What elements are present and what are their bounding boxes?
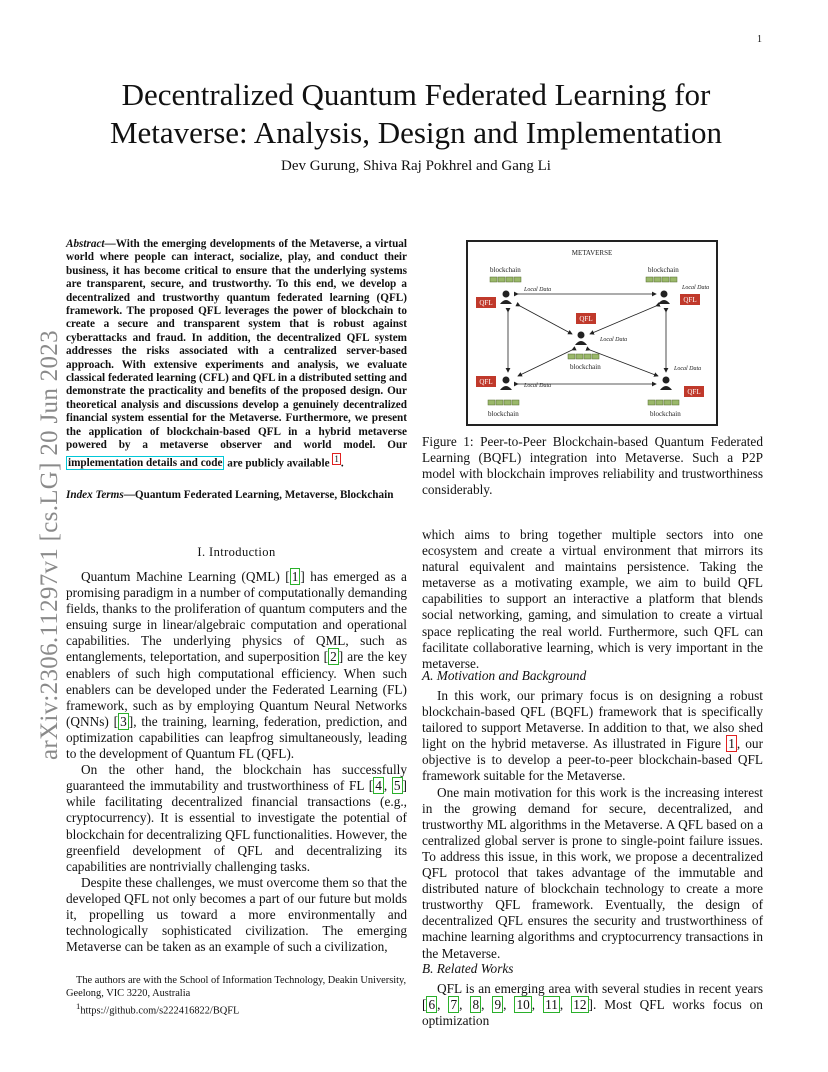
title-line-2: Metaverse: Analysis, Design and Implementation [109,115,723,150]
blockchain-label-br: blockchain [650,410,681,418]
user-icon-bl [500,377,512,391]
paper-title [60,76,772,152]
user-icon-br [660,377,672,391]
related-works-body [422,981,763,1029]
related-works-paragraph-1: QFL is an emerging area with several studies in recent years [ 6 , 7 , 8 , 9 , 10 , 11 , 12 ]. Most QFL works focus on optimization [422,981,763,1029]
index-terms: Index Terms—Quantum Federated Learning, Metaverse, Blockchain [66,489,394,501]
implementation-link[interactable]: implementation details and code [68,457,223,470]
section-heading-introduction: I. Introduction [197,545,276,559]
abstract-tail: are publicly available [227,457,330,470]
blockchain-blocks-bl [488,400,519,405]
blockchain-blocks-center [568,354,599,359]
footnotes [66,975,407,1018]
blockchain-blocks-tl [490,277,521,282]
local-data-label-bl: Local Data [524,383,552,389]
abstract: Abstract—With the emerging developments of the Metaverse, a virtual world where people can interact, socialize, play, and conduct their business, it has become critical to ensure that the underlying systems are transparent, secure, and trustworthy. To this end, we develop a decentralized and trustworthy quantum federated learning (QFL) framework. The proposed QFL leverages the power of blockchain to create a secure and transparent system that is robust against cyberattacks and fraud. In addition, the decentralized QFL system addresses the risks associated with a centralized server-based approach. With extensive experiments and analysis, we evaluate classical federated learning (CFL) and QFL in a distributed setting and demonstrate the practicality and benefits of the proposed design. Our theoretical analysis and discussions develop a genuinely decentralized financial system essential for the Metaverse. Furthermore, we present the application of blockchain-based QFL in a hybrid metaverse powered by a metaverse observer and world model. Our implementation details and code are publicly available $^1$ . [66,238,407,470]
citation-4[interactable]: 4 [375,778,382,794]
blockchain-blocks-tr [646,277,677,282]
citation-10[interactable]: 10 [516,997,530,1013]
title-line-1: Decentralized Quantum Federated Learning for [121,77,711,112]
motivation-paragraph-1: In this work, our primary focus is on designing a robust blockchain-based QFL (BQFL) framework that is specifically tailored to support Metaverse. In addition to that, we also shed light on the hybrid metaverse. As illustrated in Figure 1 , our objective is to develop a peer-to-peer blockchain-based QFL framework suitable for the Metaverse. [422,688,764,784]
citation-3[interactable]: 3 [120,713,127,729]
citation-9[interactable]: 9 [494,997,502,1013]
intro-paragraph-3: Despite these challenges, we must overcome them so that the developed QFL not only becomes a part of our future but molds it, propelling us toward a more environmentally and technologically sophisticated civilization. The emerging Metaverse can be taken as an example of such a civilization, [66,874,407,955]
blockchain-label-bl: blockchain [488,410,519,418]
index-terms-text: Quantum Federated Learning, Metaverse, Blockchain [134,489,394,501]
intro-continuation: which aims to bring together multiple sectors into one ecosystem and create a virtual environment that mirrors its natural equivalent and maintains persistence. Taking the metaverse as a motivating example, we aim to build QFL capabilities to support an interactive a platform that blends social networking, gaming, and simulation to create a virtual space replicating the real world. Furthermore, such QFL can facilitate collaborative learning, which is very important in the metaverse. [422,527,763,671]
authors: Dev Gurung, Shiva Raj Pokhrel and Gang Li [281,158,551,174]
figure-1-ref[interactable]: 1 [728,736,735,752]
svg-text:QFL: QFL [579,315,593,323]
citation-1[interactable]: 1 [291,569,299,584]
citation-5[interactable]: 5 [393,778,401,794]
subsection-heading-related-works: B. Related Works [422,961,514,976]
figure-1-caption: Figure 1: Peer-to-Peer Blockchain-based Quantum Federated Learning (BQFL) integration into Metaverse. Such a P2P model with blockchain improves reliability and trustworthiness considerably. [422,434,763,498]
figure-title: METAVERSE [571,249,613,257]
citation-11[interactable]: 11 [545,997,558,1013]
local-data-label-center: Local Data [600,337,628,343]
svg-text:QFL: QFL [479,299,493,307]
right-column-body [422,527,763,672]
svg-text:QFL: QFL [687,388,701,396]
user-icon-tl [500,291,512,305]
affiliation-note: The authors are with the School of Information Technology, Deakin University, Geelong, VIC 3220, Australia [66,975,407,999]
figure-1-diagram [468,242,716,424]
citation-8[interactable]: 8 [472,997,480,1013]
citation-6[interactable]: 6 [428,997,436,1013]
page-number: 1 [757,34,762,45]
local-data-label-tr: Local Data [682,285,710,291]
motivation-body [422,688,763,962]
subsection-heading-motivation: A. Motivation and Background [422,668,587,683]
user-icon-center [575,332,587,346]
abstract-text: With the emerging developments of the Metaverse, a virtual world where people can interact, socialize, play, and conduct their business, it has become critical to ensure that the underlying systems are transparent, secure, and trustworthy. To this end, we develop a decentralized and trustworthy quantum federated learning (QFL) framework. The proposed QFL leverages the power of blockchain to create a secure and transparent system that is robust against cyberattacks and fraud. In addition, the decentralized QFL system addresses the risks associated with a centralized server-based approach. With extensive experiments and analysis, we evaluate classical federated learning (CFL) and QFL in a distributed setting and demonstrate the practicality and benefits of the proposed design. Our theoretical analysis and discussions develop a genuinely decentralized financial system essential for the Metaverse. Furthermore, we present the application of blockchain-based QFL in a hybrid metaverse powered by a metaverse observer and world model. Our [66,238,407,452]
local-data-label-tl: Local Data [524,287,552,293]
figure-1 [466,240,718,426]
local-data-label-br: Local Data [674,366,702,372]
footnote-link-1[interactable]: 1 [334,453,339,464]
blockchain-label-tl: blockchain [490,266,521,274]
user-icon-tr [658,291,670,305]
footnote-1: $^1$https://github.com/s222416822/BQFL [76,1001,240,1017]
link-tl-center [520,306,572,334]
link-bl-center [518,350,572,376]
intro-body [66,569,407,955]
svg-text:QFL: QFL [479,378,493,386]
abstract-label: Abstract [66,238,105,250]
motivation-paragraph-2: One main motivation for this work is the increasing interest in the growing demand for secure, decentralized, and trustworthy ML algorithms in the Metaverse. A QFL based on a centralized global server is prone to single-point failure issues. To address this issue, in this work, we propose a decentralized QFL protocol that takes advantage of the immutable and distributed nature of blockchain technology to create a more trustworthy QFL framework. Eventually, the design of decentralized QFL ensures the security and trustworthiness of machine learning algorithms and cryptocurrency transactions in the Metaverse. [422,784,763,961]
index-terms-label: Index Terms [66,489,124,501]
blockchain-blocks-br [648,400,679,405]
intro-paragraph-2: On the other hand, the blockchain has successfully guaranteed the immutability and trustworthiness of FL [ 4 , 5 ] while facilitating decentralized financial transactions (e.g., cryptocurrency). It is essential to investigate the potential of blockchain for decentralizing QFL functionalities. However, the greenfield development of QFL and decentralizing its capabilities are nontrivially challenging tasks. [66,762,407,874]
citation-2[interactable]: 2 [330,649,337,665]
svg-text:QFL: QFL [683,296,697,304]
blockchain-label-tr: blockchain [648,266,679,274]
citation-7[interactable]: 7 [450,997,458,1013]
blockchain-label-center: blockchain [570,363,601,371]
link-tr-center [590,306,656,334]
citation-12[interactable]: 12 [573,997,587,1013]
intro-paragraph-1: Quantum Machine Learning (QML) [ 1 ] has emerged as a promising paradigm in a number of computationally demanding fields, thanks to the proliferation of quantum computers and the ensuing surge in linear/algebraic computation and operational capabilities. The underlying physics of QML, such as entanglements, teleportation, and superposition [ 2 ] are the key enablers of such high computational efficiency. When such enablers can be developed under the Federated Learning (FL) framework, such as by employing Quantum Neural Networks (QNNs) [ 3 ], the training, learning, federation, prediction, and optimization capabilities can leapfrog simultaneously, leading to the development of Quantum FL (QFL). [66,569,407,762]
